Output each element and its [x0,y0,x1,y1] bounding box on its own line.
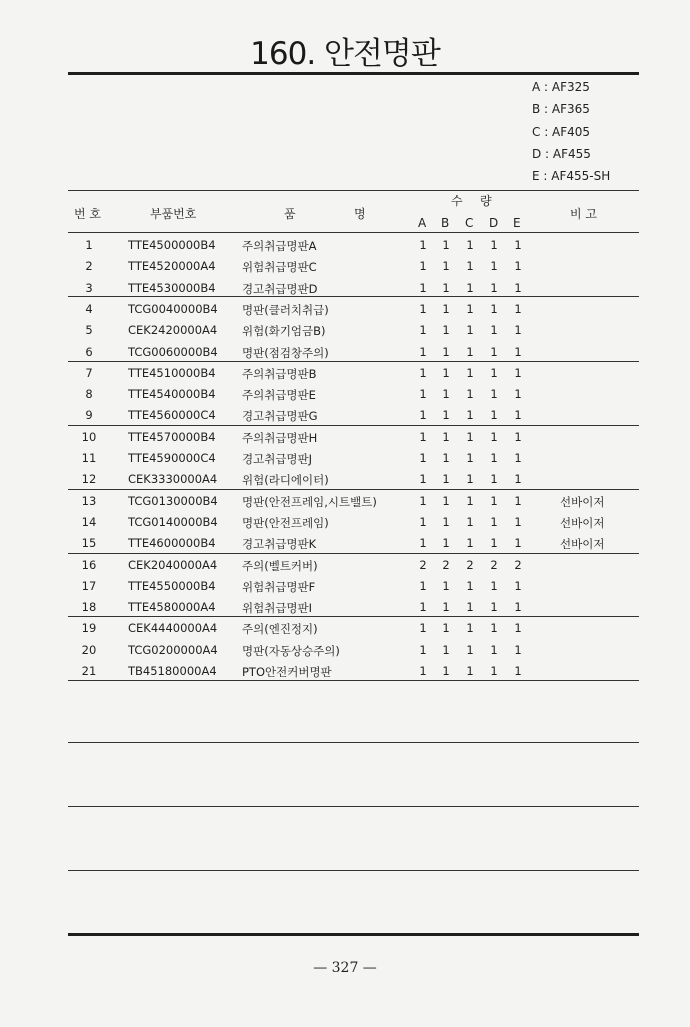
quantity-cell: 1 [419,408,427,423]
header-qty-2: 량 [480,194,492,208]
quantity-cell: 1 [466,621,474,636]
row-number: 4 [85,301,93,316]
quantity-cell: 1 [442,493,450,508]
quantity-cell: 1 [490,514,498,529]
quantity-cell: 1 [442,664,450,678]
group-rule [68,553,639,554]
quantity-cell: 1 [419,280,427,295]
row-number: 15 [81,536,97,551]
note-cell: 선바이저 [560,537,605,552]
model-legend-item: E : AF455-SH [532,169,611,184]
header-qty-e: E [513,216,521,230]
quantity-cell: 1 [442,600,450,615]
part-name: 명판(클러치취급) [242,302,329,317]
quantity-cell: 1 [514,323,522,338]
quantity-cell: 1 [442,280,450,295]
quantity-cell: 1 [466,301,474,316]
table-row [68,405,639,426]
table-row [68,469,639,490]
header-qty-c: C [465,216,474,230]
part-name: 명판(안전프레임) [242,515,329,530]
model-legend-item: D : AF455 [532,146,591,161]
row-number: 10 [81,429,97,444]
quantity-cell: 1 [442,387,450,402]
header-top-rule [68,190,639,191]
footer-rule [68,933,639,936]
blank-rule [68,870,639,871]
quantity-cell: 1 [514,621,522,636]
quantity-cell: 1 [419,664,427,678]
group-rule [68,680,639,681]
group-rule [68,616,639,617]
quantity-cell: 1 [514,536,522,551]
quantity-cell: 1 [490,451,498,465]
quantity-cell: 1 [514,493,522,508]
table-row [68,256,639,277]
header-part-no: 부품번호 [150,207,197,221]
quantity-cell: 1 [466,238,474,252]
quantity-cell: 1 [419,301,427,316]
part-number: TCG0200000A4 [128,642,218,657]
quantity-cell: 1 [419,642,427,657]
quantity-cell: 1 [514,408,522,423]
row-number: 13 [81,493,97,508]
group-rule [68,296,639,297]
quantity-cell: 1 [466,578,474,593]
row-number: 1 [85,238,93,252]
quantity-cell: 1 [466,514,474,529]
part-number: TCG0140000B4 [128,514,218,529]
quantity-cell: 1 [490,493,498,508]
quantity-cell: 1 [442,344,450,359]
part-name: 주의취급명판B [242,366,317,381]
quantity-cell: 1 [490,429,498,444]
row-number: 16 [81,557,97,572]
part-name: 명판(안전프레임,시트밸트) [242,494,377,509]
row-number: 17 [81,578,97,593]
quantity-cell: 1 [419,365,427,380]
quantity-cell: 1 [514,600,522,615]
quantity-cell: 1 [419,259,427,274]
quantity-cell: 1 [514,429,522,444]
quantity-cell: 1 [419,387,427,402]
part-number: TTE4590000C4 [128,451,216,465]
quantity-cell: 1 [442,323,450,338]
quantity-cell: 2 [419,557,427,572]
quantity-cell: 1 [466,493,474,508]
table-row [68,640,639,661]
part-number: CEK4440000A4 [128,621,218,636]
quantity-cell: 1 [419,238,427,252]
table-row [68,427,639,448]
quantity-cell: 2 [442,557,450,572]
table-row [68,384,639,405]
quantity-cell: 1 [514,238,522,252]
table-row [68,363,639,384]
quantity-cell: 1 [419,323,427,338]
part-name: 위험취급명판I [242,601,313,616]
header-qty-a: A [418,216,427,230]
part-name: 주의취급명판H [242,430,318,445]
quantity-cell: 1 [490,600,498,615]
table-row [68,491,639,512]
quantity-cell: 1 [466,344,474,359]
part-number: TTE4600000B4 [128,536,216,551]
quantity-cell: 1 [514,514,522,529]
model-legend-item: B : AF365 [532,102,590,117]
row-number: 18 [81,600,97,615]
quantity-cell: 1 [514,365,522,380]
note-cell: 선바이저 [560,494,605,509]
title-rule [68,72,639,75]
table-row [68,512,639,533]
quantity-cell: 1 [490,621,498,636]
model-legend [532,76,642,187]
quantity-cell: 1 [466,642,474,657]
quantity-cell: 1 [419,472,427,487]
header-note: 비 고 [570,207,597,221]
group-rule [68,489,639,490]
quantity-cell: 1 [466,664,474,678]
quantity-cell: 1 [514,664,522,678]
row-number: 5 [85,323,93,338]
quantity-cell: 1 [466,259,474,274]
quantity-cell: 2 [490,557,498,572]
quantity-cell: 1 [442,365,450,380]
quantity-cell: 1 [442,259,450,274]
quantity-cell: 1 [419,600,427,615]
part-name: 경고취급명판D [242,281,318,296]
part-name: 주의취급명판A [242,239,317,253]
part-number: TCG0130000B4 [128,493,218,508]
quantity-cell: 1 [442,429,450,444]
part-name: 주의(엔진정지) [242,622,318,637]
quantity-cell: 1 [442,536,450,551]
header-qty-d: D [489,216,499,230]
header-name-1: 품 [284,207,296,221]
quantity-cell: 1 [466,408,474,423]
quantity-cell: 1 [419,514,427,529]
quantity-cell: 1 [490,578,498,593]
page-title: 160. 안전명판 [250,36,440,72]
table-row [68,342,639,363]
quantity-cell: 1 [466,429,474,444]
header-qty-1: 수 [451,194,463,208]
quantity-cell: 1 [466,387,474,402]
row-number: 3 [85,280,93,295]
quantity-cell: 1 [490,387,498,402]
quantity-cell: 2 [466,557,474,572]
row-number: 2 [85,259,93,274]
quantity-cell: 1 [419,536,427,551]
group-rule [68,361,639,362]
part-name: 위험(라디에이터) [242,473,329,488]
table-row [68,618,639,639]
quantity-cell: 1 [490,642,498,657]
part-number: CEK2040000A4 [128,557,218,572]
quantity-cell: 1 [514,451,522,465]
header-name-2: 명 [354,207,366,221]
quantity-cell: 1 [419,344,427,359]
table-row [68,533,639,554]
quantity-cell: 1 [514,387,522,402]
part-name: 명판(점검창주의) [242,345,329,360]
quantity-cell: 1 [466,600,474,615]
quantity-cell: 1 [490,664,498,678]
quantity-cell: 1 [442,301,450,316]
blank-rule [68,806,639,807]
quantity-cell: 1 [514,280,522,295]
header-bottom-rule [68,232,639,233]
quantity-cell: 1 [442,238,450,252]
part-number: TTE4510000B4 [128,365,216,380]
table-row [68,576,639,597]
part-name: 위험(화기엄금B) [242,324,326,339]
quantity-cell: 1 [490,365,498,380]
part-number: TCG0060000B4 [128,344,218,359]
part-name: 경고취급명판J [242,452,313,466]
part-name: 주의(벨트커버) [242,558,318,573]
quantity-cell: 1 [490,280,498,295]
quantity-cell: 1 [442,451,450,465]
table-row [68,235,639,256]
row-number: 21 [81,664,97,678]
group-rule [68,425,639,426]
quantity-cell: 1 [466,280,474,295]
row-number: 20 [81,642,97,657]
quantity-cell: 1 [490,408,498,423]
quantity-cell: 1 [514,642,522,657]
table-row [68,299,639,320]
part-number: TTE4520000A4 [128,259,216,274]
table-row [68,320,639,341]
part-name: PTO안전커버명판 [242,665,332,679]
quantity-cell: 1 [442,621,450,636]
header-no: 번 호 [74,207,101,221]
part-number: TTE4500000B4 [128,238,216,252]
quantity-cell: 1 [490,238,498,252]
part-name: 경고취급명판G [242,409,318,424]
quantity-cell: 1 [419,493,427,508]
quantity-cell: 1 [490,536,498,551]
quantity-cell: 1 [490,472,498,487]
part-number: TTE4540000B4 [128,387,216,402]
quantity-cell: 1 [419,621,427,636]
model-legend-item: C : AF405 [532,124,591,139]
part-number: TTE4530000B4 [128,280,216,295]
row-number: 12 [81,472,97,487]
quantity-cell: 1 [490,301,498,316]
part-number: TTE4550000B4 [128,578,216,593]
part-number: CEK3330000A4 [128,472,218,487]
row-number: 19 [81,621,97,636]
quantity-cell: 1 [466,323,474,338]
blank-rule [68,742,639,743]
quantity-cell: 1 [466,451,474,465]
part-name: 명판(자동상승주의) [242,643,340,658]
quantity-cell: 1 [514,344,522,359]
row-number: 8 [85,387,93,402]
page-number: — 327 — [313,960,377,976]
row-number: 11 [81,451,97,465]
part-number: TTE4580000A4 [128,600,216,615]
quantity-cell: 1 [442,514,450,529]
table-row [68,555,639,576]
part-name: 경고취급명판K [242,537,317,552]
part-number: CEK2420000A4 [128,323,218,338]
quantity-cell: 1 [466,365,474,380]
quantity-cell: 1 [514,472,522,487]
part-name: 주의취급명판E [242,388,316,403]
quantity-cell: 2 [514,557,522,572]
quantity-cell: 1 [514,301,522,316]
row-number: 7 [85,365,93,380]
quantity-cell: 1 [442,642,450,657]
part-name: 위험취급명판C [242,260,317,275]
table-row [68,448,639,469]
part-number: TCG0040000B4 [128,301,218,316]
row-number: 9 [85,408,93,423]
part-number: TB45180000A4 [128,664,217,678]
quantity-cell: 1 [466,536,474,551]
row-number: 6 [85,344,93,359]
quantity-cell: 1 [490,323,498,338]
note-cell: 선바이저 [560,515,605,530]
header-qty-b: B [441,216,450,230]
row-number: 14 [81,514,97,529]
quantity-cell: 1 [442,472,450,487]
quantity-cell: 1 [466,472,474,487]
model-legend-item: A : AF325 [532,80,590,94]
quantity-cell: 1 [490,259,498,274]
quantity-cell: 1 [419,578,427,593]
part-name: 위험취급명판F [242,579,316,594]
quantity-cell: 1 [490,344,498,359]
quantity-cell: 1 [419,451,427,465]
quantity-cell: 1 [514,259,522,274]
part-number: TTE4560000C4 [128,408,216,423]
part-number: TTE4570000B4 [128,429,216,444]
quantity-cell: 1 [514,578,522,593]
quantity-cell: 1 [419,429,427,444]
quantity-cell: 1 [442,578,450,593]
quantity-cell: 1 [442,408,450,423]
